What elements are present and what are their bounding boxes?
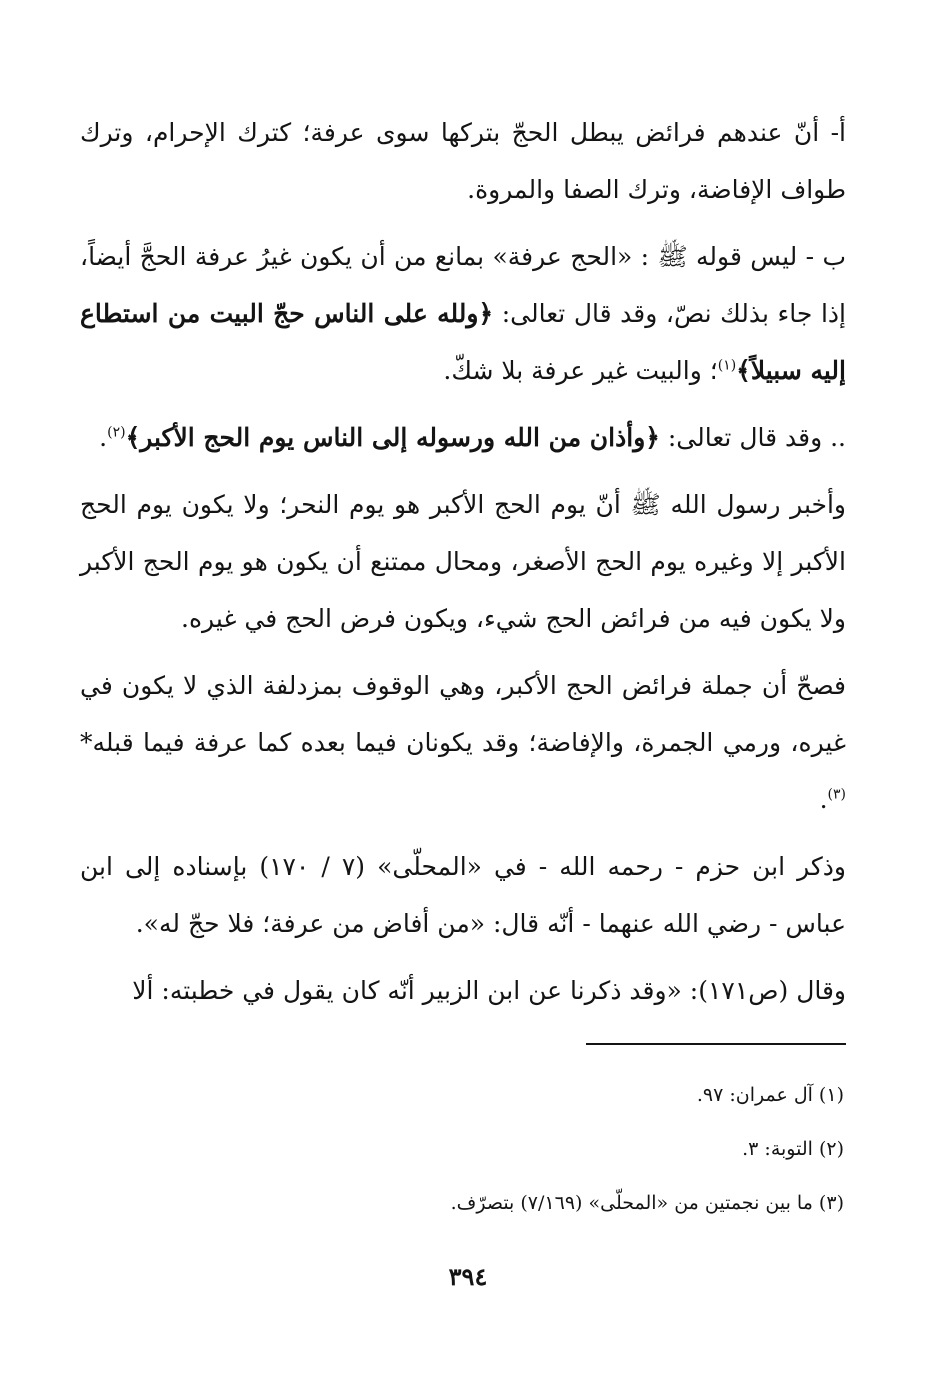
- quran-verse: ﴿وأذان من الله ورسوله إلى الناس يوم الحج الأكبر﴾: [125, 423, 660, 452]
- paragraph-5: [80, 657, 846, 828]
- paragraph-1: [80, 104, 846, 218]
- paragraph-text: وأخبر رسول الله ﷺ أنّ يوم الحج الأكبر هو يوم النحر؛ ولا يكون يوم الحج الأكبر إلا وغيره يوم الحج الأصغر، ومحال ممتنع أن يكون هو يوم الحج الأكبر ولا يكون فيه من فرائض الحج شيء، ويكون فرض الحج في غيره.: [80, 490, 846, 633]
- paragraph-text: .: [819, 785, 828, 814]
- footnote-1: (١) آل عمران: ٩٧.: [696, 1084, 844, 1106]
- paragraph-text: ؛ والبيت غير عرفة بلا شكّ.: [443, 356, 718, 385]
- footnote-separator: [586, 1043, 846, 1045]
- paragraph-text: أ- أنّ عندهم فرائض يبطل الحجّ بتركها سوى عرفة؛ كترك الإحرام، وترك طواف الإفاضة، وترك الصفا والمروة.: [80, 118, 846, 204]
- page-number: ٣٩٤: [448, 1262, 488, 1291]
- quran-verse: ﴿ولله على الناس حجّ البيت من استطاع إليه سبيلاً﴾: [80, 299, 846, 385]
- footnote-2: (٢) التوبة: ٣.: [742, 1138, 844, 1160]
- footnotes: [144, 1068, 844, 1230]
- paragraph-4: [80, 476, 846, 647]
- paragraph-text: فصحّ أن جملة فرائض الحج الأكبر، وهي الوقوف بمزدلفة الذي لا يكون في غيره، ورمي الجمرة، والإفاضة؛ وقد يكونان فيما بعده كما عرفة فيما قبله*: [80, 671, 846, 757]
- footnote-marker: (١): [717, 357, 737, 374]
- footnote-marker: (٣): [827, 786, 846, 803]
- paragraph-text: وقال (ص١٧١): «وقد ذكرنا عن ابن الزبير أنّه كان يقول في خطبته: ألا: [132, 976, 846, 1005]
- paragraph-3: [80, 409, 846, 466]
- paragraph-2: [80, 228, 846, 399]
- paragraph-text: ب - ليس قوله ﷺ : «الحج عرفة» بمانع من أن يكون غيرُ عرفة الحجَّ أيضاً، إذا جاء بذلك نصّ، وقد قال تعالى:: [80, 242, 846, 328]
- main-text: [80, 104, 846, 1029]
- paragraph-text: وذكر ابن حزم - رحمه الله - في «المحلّى» (٧ / ١٧٠) بإسناده إلى ابن عباس - رضي الله عنهما - أنّه قال: «من أفاض من عرفة؛ فلا حجّ له».: [80, 852, 846, 938]
- paragraph-text: .. وقد قال تعالى:: [659, 423, 846, 452]
- paragraph-7: [80, 962, 846, 1019]
- paragraph-6: [80, 838, 846, 952]
- footnote-marker: (٢): [107, 424, 126, 441]
- footnote-3: (٣) ما بين نجمتين من «المحلّى» (٧/١٦٩) بتصرّف.: [450, 1192, 844, 1214]
- paragraph-text: .: [99, 423, 108, 452]
